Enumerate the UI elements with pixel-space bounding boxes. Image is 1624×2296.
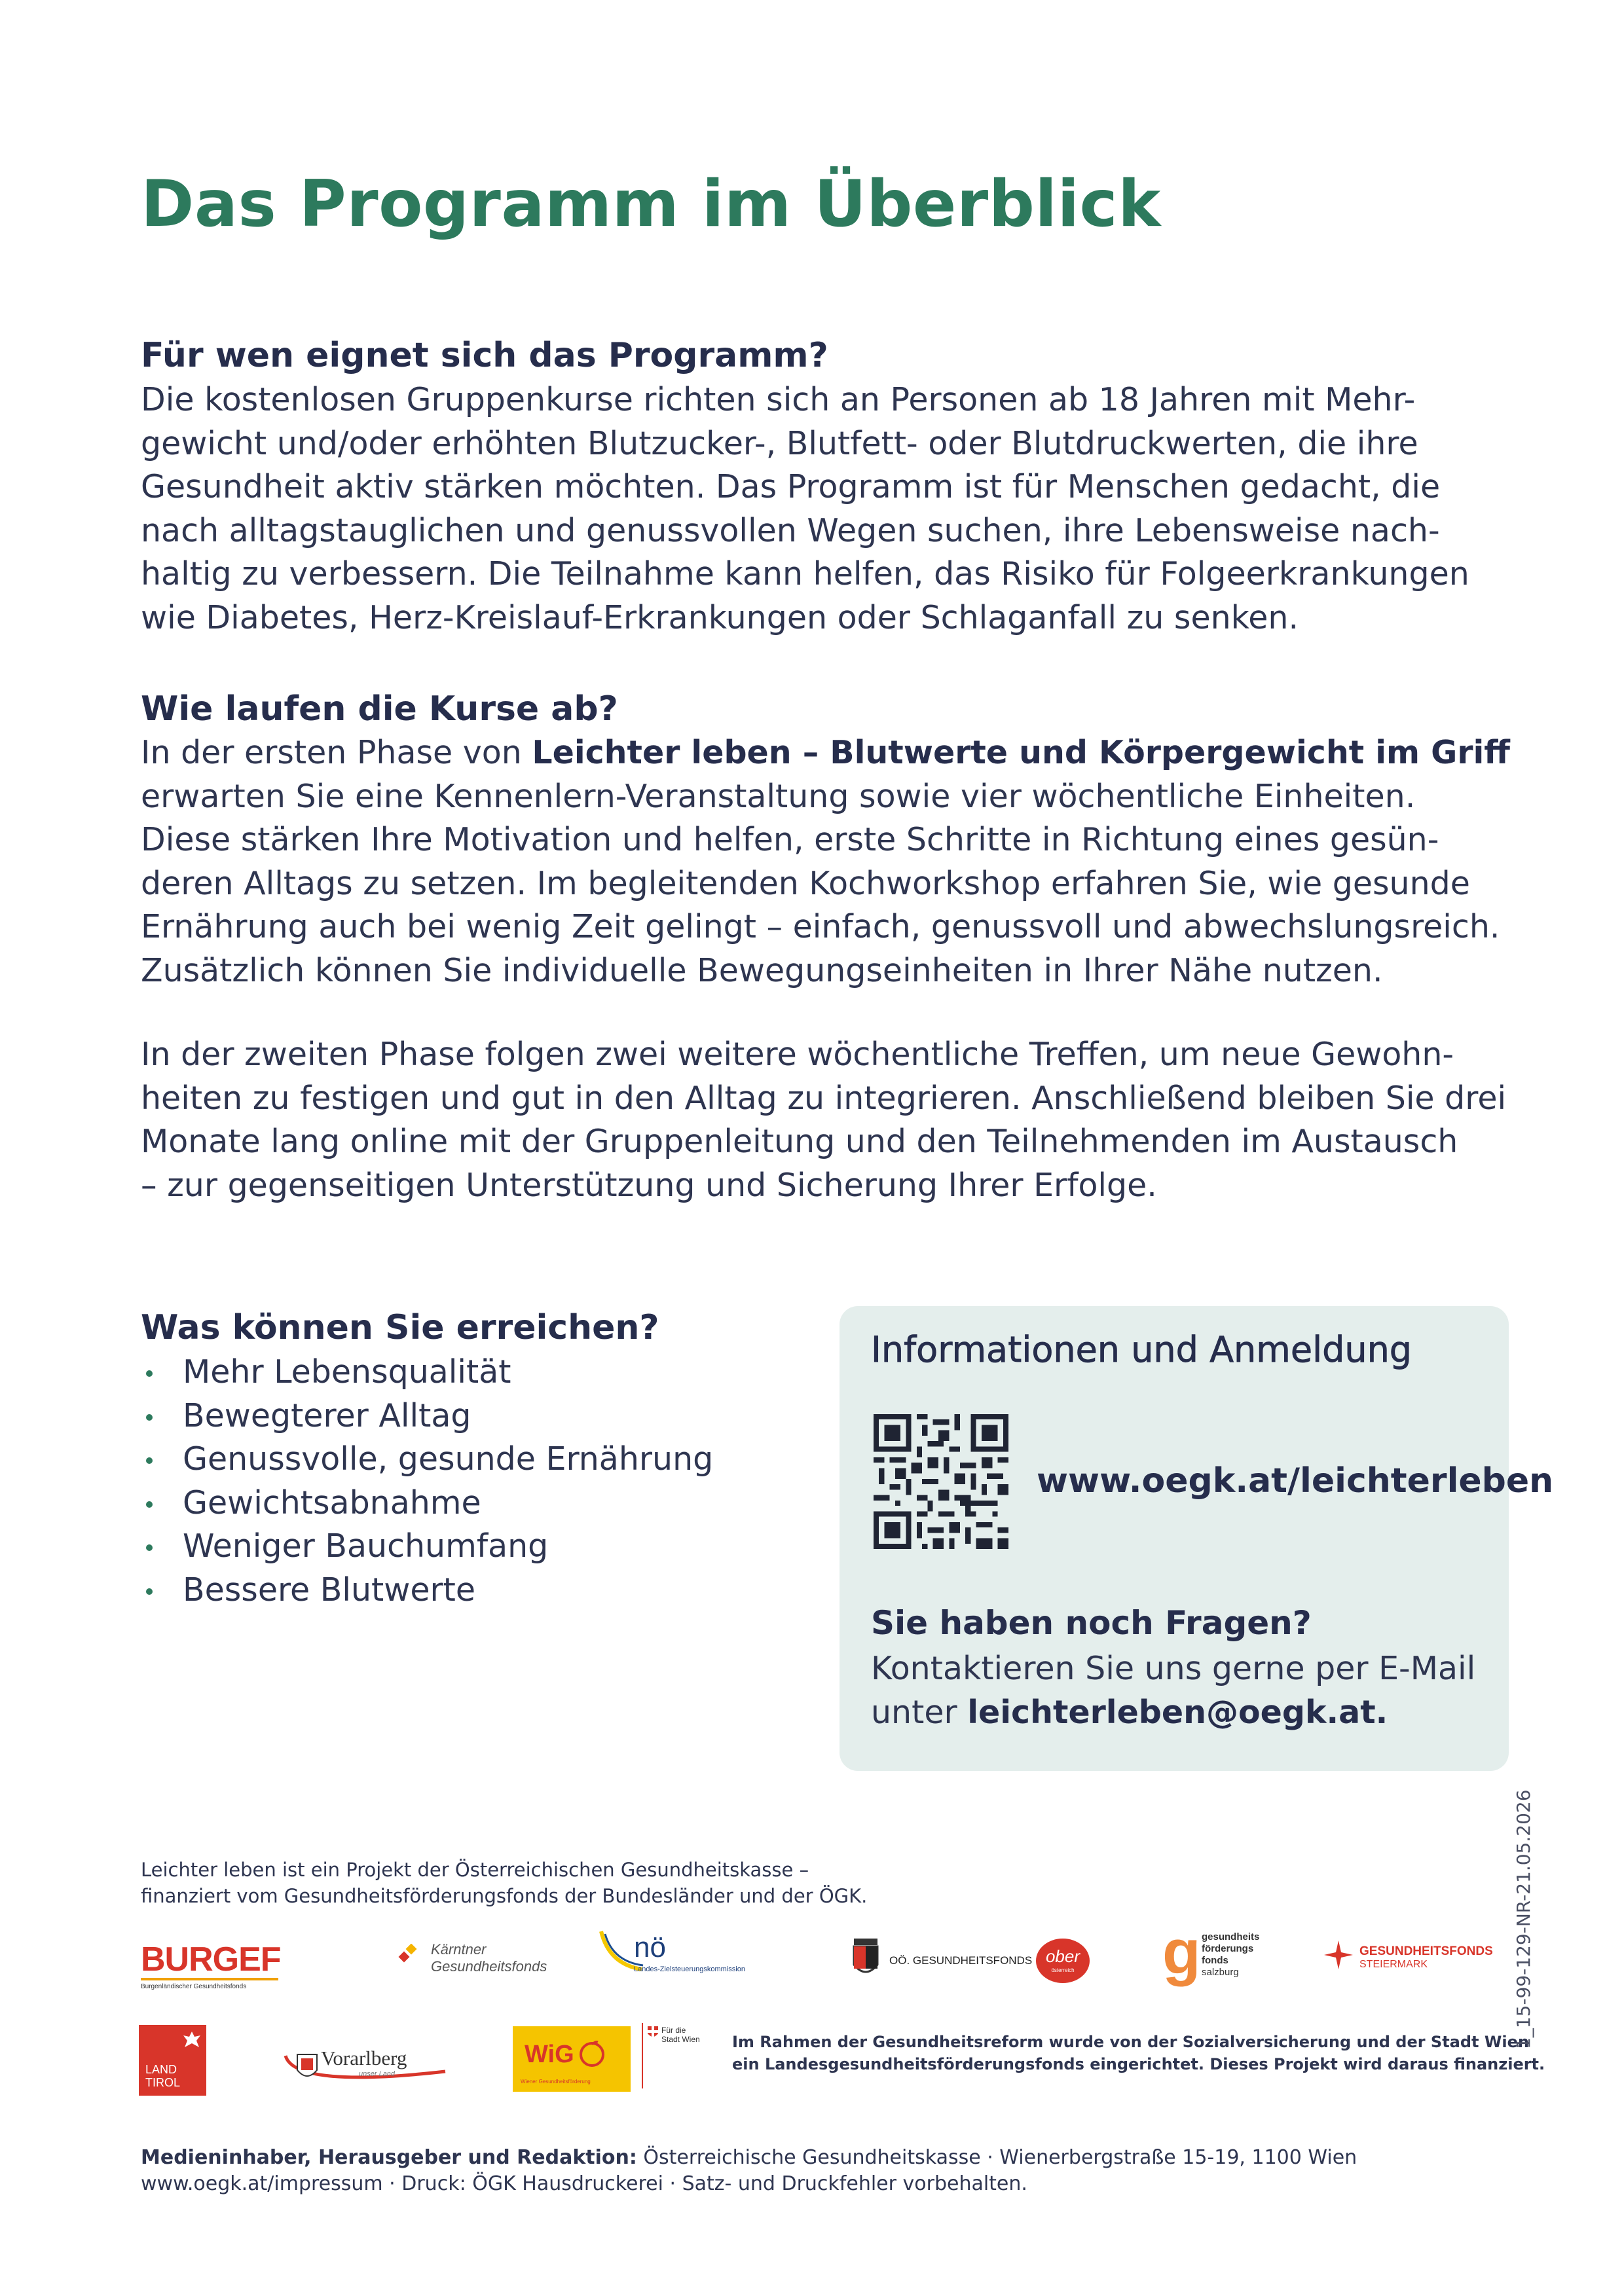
- text-line: Monate lang online mit der Gruppenleitung und den Teilnehmenden im Austausch: [141, 1123, 1458, 1160]
- section-body-second-phase: [141, 1033, 1506, 1207]
- text-fragment: In der ersten Phase von: [141, 734, 532, 771]
- list-item: Genussvolle, gesunde Ernährung: [141, 1438, 713, 1482]
- text-line: Im Rahmen der Gesundheitsreform wurde von der Sozialversicherung und der Stadt Wien: [732, 2033, 1529, 2051]
- section-body-target-group: [141, 378, 1469, 640]
- logo-text: salzburg: [1202, 1967, 1239, 1978]
- vorarlberg-logo: [282, 2036, 452, 2095]
- eagle-icon: [182, 2030, 202, 2050]
- shield-icon: [647, 2026, 659, 2040]
- logo-text: STEIERMARK: [1359, 1959, 1428, 1970]
- text-line: Die kostenlosen Gruppenkurse richten sich an Personen ab 18 Jahren mit Mehr-: [141, 381, 1416, 418]
- coat-of-arms-icon: [296, 2053, 318, 2082]
- section-heading-course-flow: Wie laufen die Kurse ab?: [141, 689, 618, 729]
- logo-text: LAND: [145, 2063, 177, 2076]
- text-line: Gesundheit aktiv stärken möchten. Das Programm ist für Menschen gedacht, die: [141, 468, 1441, 505]
- program-url-link[interactable]: www.oegk.at/leichterleben: [1037, 1461, 1554, 1501]
- list-item: Weniger Bauchumfang: [141, 1525, 713, 1569]
- list-item: Bessere Blutwerte: [141, 1569, 713, 1613]
- section-heading-benefits: Was können Sie erreichen?: [141, 1308, 659, 1347]
- logo-subtext: Landes-Zielsteuerungskommission: [634, 1965, 745, 1973]
- logo-text: Für die: [661, 2026, 686, 2035]
- divider: [642, 2023, 643, 2088]
- text-line: Kontaktieren Sie uns gerne per E-Mail: [871, 1650, 1476, 1687]
- text-line: [871, 1691, 1475, 1735]
- logo-text: ober: [1045, 1946, 1080, 1966]
- benefits-list: [141, 1351, 713, 1612]
- info-heading: Informationen und Anmeldung: [871, 1329, 1412, 1370]
- section-heading-target-group: Für wen eignet sich das Programm?: [141, 336, 828, 375]
- logo-text: Vorarlberg: [321, 2047, 407, 2069]
- reform-note: [732, 2031, 1545, 2075]
- text-line: Diese stärken Ihre Motivation und helfen, erste Schritte in Richtung eines gesün-: [141, 821, 1439, 858]
- coat-of-arms-icon: [851, 1939, 880, 1980]
- list-item: Mehr Lebensqualität: [141, 1351, 713, 1394]
- logo-text: BURGEF: [141, 1941, 278, 1980]
- imprint: [141, 2145, 1357, 2197]
- section-body-course-flow: [141, 731, 1510, 993]
- text-line: erwarten Sie eine Kennenlern-Veranstaltung sowie vier wöchentliche Einheiten.: [141, 777, 1416, 815]
- text-line: deren Alltags zu setzen. Im begleitenden Kochworkshop erfahren Sie, wie gesunde: [141, 864, 1470, 902]
- logo-subtext: österreich: [1051, 1967, 1075, 1973]
- text-line: – zur gegenseitigen Unterstützung und Sicherung Ihrer Erfolge.: [141, 1166, 1157, 1204]
- logo-subtext: Burgenländischer Gesundheitsfonds: [141, 1983, 247, 1990]
- page-title: Das Programm im Überblick: [141, 167, 1161, 242]
- document-code: 1_15-99-129-NR-21.05.2026: [1513, 1789, 1534, 2049]
- burgef-logo: [141, 1941, 281, 1990]
- text-line: finanziert vom Gesundheitsförderungsfonds der Bundesländer und der ÖGK.: [141, 1885, 868, 1907]
- text-line: [141, 731, 1510, 775]
- text-line: Zusätzlich können Sie individuelle Bewegungseinheiten in Ihrer Nähe nutzen.: [141, 951, 1383, 989]
- list-item: Gewichtsabnahme: [141, 1482, 713, 1525]
- text-line: In der zweiten Phase folgen zwei weitere wöchentliche Treffen, um neue Gewohn-: [141, 1036, 1454, 1073]
- steiermark-logo: [1323, 1938, 1500, 1977]
- logo-text: fonds: [1202, 1955, 1228, 1966]
- wien-logo: [642, 2023, 714, 2095]
- logo-text: OÖ. GESUNDHEITSFONDS: [889, 1954, 1033, 1967]
- apple-icon: [578, 2039, 606, 2067]
- logo-text: Kärntner: [431, 1941, 487, 1958]
- text-line: gewicht und/oder erhöhten Blutzucker-, Blutfett- oder Blutdruckwerten, die ihre: [141, 424, 1418, 462]
- star-icon: [1323, 1939, 1354, 1971]
- qr-code-icon[interactable]: [874, 1414, 1008, 1549]
- text-line: Leichter leben ist ein Projekt der Österreichischen Gesundheitskasse –: [141, 1859, 809, 1881]
- text-line: ein Landesgesundheitsförderungsfonds eingerichtet. Dieses Projekt wird daraus finanziert.: [732, 2055, 1545, 2073]
- logo-text: Stadt Wien: [661, 2035, 700, 2044]
- text-line: www.oegk.at/impressum · Druck: ÖGK Hausdruckerei · Satz- und Druckfehler vorbehalten.: [141, 2172, 1027, 2195]
- questions-heading: Sie haben noch Fragen?: [871, 1604, 1312, 1642]
- text-line: wie Diabetes, Herz-Kreislauf-Erkrankungen oder Schlaganfall zu senken.: [141, 598, 1299, 636]
- email-link[interactable]: leichterleben@oegk.at.: [967, 1693, 1388, 1731]
- salzburg-logo: [1162, 1917, 1280, 1990]
- wig-logo: [513, 2026, 631, 2092]
- text-line: [141, 2145, 1357, 2171]
- text-fragment: unter: [871, 1693, 968, 1731]
- text-line: Ernährung auch bei wenig Zeit gelingt – einfach, genussvoll und abwechslungsreich.: [141, 908, 1500, 945]
- imprint-label: Medieninhaber, Herausgeber und Redaktion:: [141, 2146, 637, 2169]
- ooe-badge: [1036, 1939, 1090, 1983]
- program-name: Leichter leben – Blutwerte und Körpergewicht im Griff: [532, 734, 1510, 771]
- text-fragment: Österreichische Gesundheitskasse · Wienerbergstraße 15-19, 1100 Wien: [637, 2146, 1357, 2169]
- text-line: nach alltagstauglichen und genussvollen Wegen suchen, ihre Lebensweise nach-: [141, 511, 1440, 549]
- project-note: [141, 1857, 867, 1909]
- logo-text-block: [145, 2063, 180, 2089]
- logo-text: g: [1162, 1917, 1201, 1987]
- logo-text: gesundheits: [1202, 1931, 1260, 1942]
- contact-text: [871, 1647, 1475, 1734]
- logo-text-block: [661, 2026, 700, 2044]
- logo-text: nö: [634, 1931, 666, 1963]
- logo-text: förderungs: [1202, 1943, 1254, 1954]
- logo-text: Gesundheitsfonds: [431, 1958, 547, 1975]
- logo-text: GESUNDHEITSFONDS: [1359, 1944, 1493, 1958]
- logo-text: WiG: [525, 2041, 574, 2068]
- text-line: haltig zu verbessern. Die Teilnahme kann helfen, das Risiko für Folgeerkrankungen: [141, 555, 1469, 592]
- noe-logo: [596, 1925, 805, 1984]
- list-item: Bewegterer Alltag: [141, 1394, 713, 1438]
- logo-subtext: unser Land: [359, 2070, 396, 2078]
- logo-text: TIROL: [145, 2076, 181, 2089]
- tirol-logo: [139, 2025, 206, 2096]
- logo-subtext: Wiener Gesundheitsförderung: [521, 2079, 591, 2085]
- logo-text-block: [1202, 1931, 1259, 1978]
- diamond-icon: [398, 1944, 424, 1970]
- text-line: heiten zu festigen und gut in den Alltag zu integrieren. Anschließend bleiben Sie drei: [141, 1079, 1507, 1117]
- ooe-logo: [851, 1935, 1100, 1987]
